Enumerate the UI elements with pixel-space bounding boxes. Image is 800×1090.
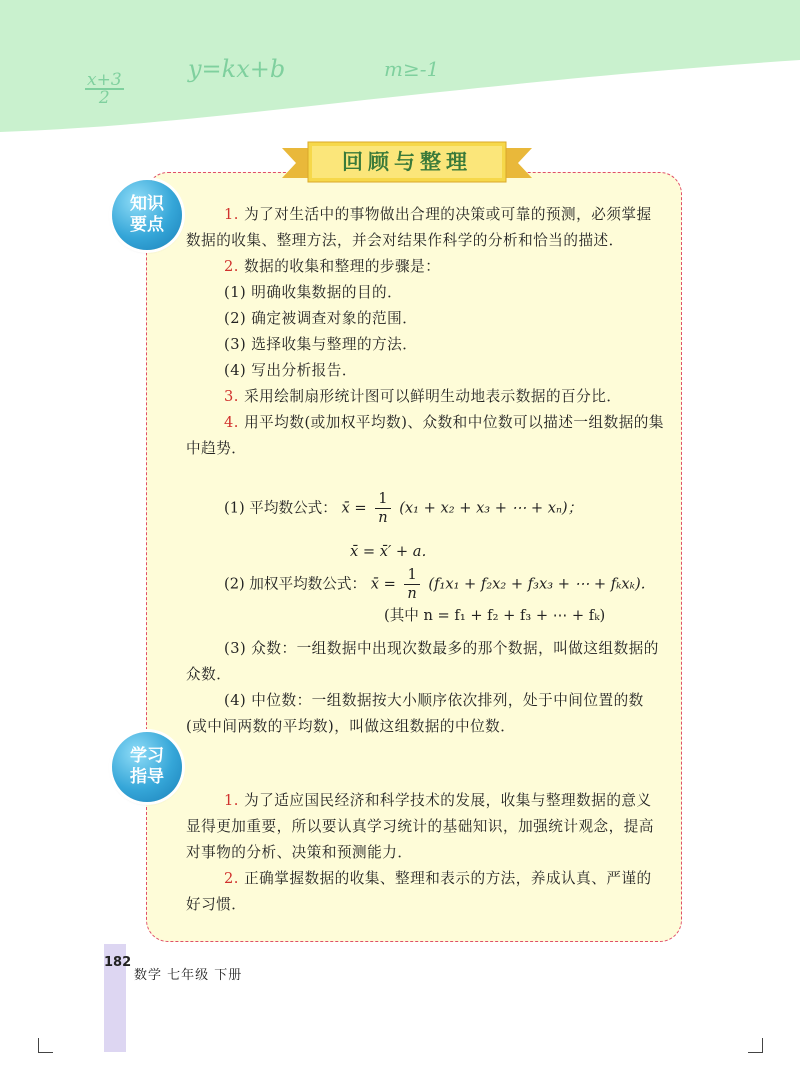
mean-fraction-denominator: n xyxy=(378,509,388,526)
mean-formula-rhs: (x₁ + x₂ + x₃ + ⋯ + xₙ)； xyxy=(399,499,583,517)
guidance-item-2-number: 2. xyxy=(224,870,239,887)
step-1: (1) 明确收集数据的目的． xyxy=(224,284,403,301)
knowledge-item-2-text: 数据的收集和整理的步骤是： xyxy=(244,258,441,275)
page-title: 回顾与整理 xyxy=(342,150,472,174)
knowledge-item-3 xyxy=(186,384,664,410)
step-2: (2) 确定被调查对象的范围． xyxy=(224,310,418,327)
step-3: (3) 选择收集与整理的方法． xyxy=(224,336,418,353)
knowledge-item-2 xyxy=(186,254,664,280)
knowledge-item-4-text: 用平均数(或加权平均数)、众数和中位数可以描述一组数据的集中趋势． xyxy=(186,414,664,457)
weighted-mean-condition: (其中 n = f₁ + f₂ + f₃ + ⋯ + fₖ) xyxy=(384,607,606,624)
mode-definition: (3) 众数：一组数据中出现次数最多的那个数据，叫做这组数据的众数． xyxy=(186,640,659,683)
guidance-item-1-text: 为了适应国民经济和科学技术的发展，收集与整理数据的意义显得更加重要，所以要认真学习统计的基础知识，加强统计观念，提高对事物的分析、决策和预测能力． xyxy=(186,792,654,861)
knowledge-section-top xyxy=(186,202,664,462)
weighted-mean-lhs: x̄ = xyxy=(370,575,396,593)
title-ribbon xyxy=(282,140,532,184)
knowledge-item-2-number: 2. xyxy=(224,258,239,275)
crop-mark-bottom-right xyxy=(748,1038,763,1053)
knowledge-item-4 xyxy=(186,410,664,462)
handwriting-fraction-denominator: 2 xyxy=(98,88,110,108)
guidance-section xyxy=(186,788,664,918)
knowledge-item-1 xyxy=(186,202,664,254)
guidance-item-2 xyxy=(186,866,664,918)
guidance-item-1-number: 1. xyxy=(224,792,239,809)
mean-formula-fraction xyxy=(375,490,390,527)
weighted-fraction-denominator: n xyxy=(407,585,417,602)
weighted-fraction-numerator: 1 xyxy=(404,566,419,585)
badge-study-guidance xyxy=(112,732,182,802)
badge-knowledge-line1: 知识 xyxy=(130,194,164,214)
badge-guidance-line1: 学习 xyxy=(130,746,164,766)
badge-guidance-line2: 指导 xyxy=(130,767,164,787)
weighted-mean-formula xyxy=(224,566,655,603)
badge-knowledge-line2: 要点 xyxy=(130,215,164,235)
guidance-item-1 xyxy=(186,788,664,866)
knowledge-item-4-number: 4. xyxy=(224,414,239,431)
knowledge-section-bottom xyxy=(186,636,664,740)
weighted-mean-rhs: (f₁x₁ + f₂x₂ + f₃x₃ + ⋯ + fₖxₖ)． xyxy=(428,575,656,593)
mean-formula-lhs: x̄ = xyxy=(341,499,367,517)
mean-shift-formula: x̄ = x̄′ + a． xyxy=(350,543,437,560)
book-title-footer: 数学 七年级 下册 xyxy=(134,968,243,983)
step-4: (4) 写出分析报告． xyxy=(224,362,357,379)
badge-knowledge-points xyxy=(112,180,182,250)
weighted-mean-fraction xyxy=(404,566,419,603)
knowledge-item-1-text: 为了对生活中的事物做出合理的决策或可靠的预测，必须掌握数据的收集、整理方法，并会对结果作科学的分析和恰当的描述． xyxy=(186,206,652,249)
guidance-item-2-text: 正确掌握数据的收集、整理和表示的方法，养成认真、严谨的好习惯． xyxy=(186,870,652,913)
handwriting-linear-function: y=kx+b xyxy=(188,55,286,83)
knowledge-item-3-number: 3. xyxy=(224,388,239,405)
median-definition: (4) 中位数：一组数据按大小顺序依次排列，处于中间位置的数(或中间两数的平均数)，叫做这组数据的中位数． xyxy=(186,692,644,735)
mean-fraction-numerator: 1 xyxy=(375,490,390,509)
knowledge-item-1-number: 1. xyxy=(224,206,239,223)
handwriting-fraction xyxy=(85,72,124,106)
mean-formula xyxy=(224,490,582,527)
crop-mark-bottom-left xyxy=(38,1038,53,1053)
knowledge-item-3-text: 采用绘制扇形统计图可以鲜明生动地表示数据的百分比． xyxy=(244,388,622,405)
weighted-mean-label: (2) 加权平均数公式： xyxy=(224,575,367,593)
handwriting-fraction-numerator: x+3 xyxy=(87,70,122,90)
page-number: 182 xyxy=(104,955,132,970)
mean-formula-label: (1) 平均数公式： xyxy=(224,499,337,517)
handwriting-inequality: m≥-1 xyxy=(384,57,440,81)
